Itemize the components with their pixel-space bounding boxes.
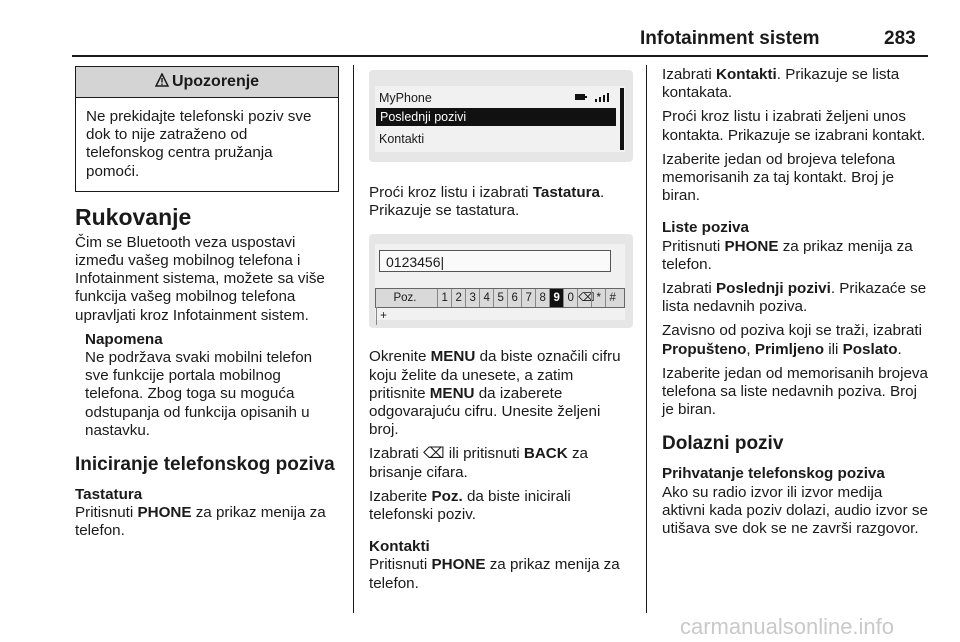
middle-paragraph-1: Proći kroz listu i izabrati Tastatura. Prikazuje se tastatura. <box>369 184 605 220</box>
keypad-key[interactable]: * <box>591 289 605 307</box>
battery-signal-icon <box>575 92 611 102</box>
note-title: Napomena <box>85 330 163 348</box>
keypad-key[interactable]: 0 <box>563 289 577 307</box>
liste-poziva-paragraph: Pritisnuti PHONE za prikaz menija za telefon. <box>662 237 913 273</box>
watermark: carmanualsonline.info <box>680 614 895 639</box>
keypad-key[interactable]: 9 <box>549 289 563 307</box>
middle-paragraph-4: Izaberite Poz. da biste inicirali telefonski poziv. <box>369 487 571 524</box>
menu-item-selected[interactable]: Poslednji pozivi <box>376 108 616 126</box>
section-title-rukovanje: Rukovanje <box>75 203 192 230</box>
warning-header <box>76 67 338 98</box>
intro-paragraph: Čim se Bluetooth veza uspostavi između vašeg mobilnog telefona i Infotainment sistema, možete sa više funkcija vašeg mobilnog telefona upravljati kroz Infotainment sistem. <box>75 233 325 324</box>
right-column <box>662 66 928 544</box>
running-header-title: Infotainment sistem <box>640 28 820 49</box>
keypad-key[interactable]: ⌫ <box>577 289 591 307</box>
keypad-key[interactable]: 1 <box>437 289 451 307</box>
keypad-key[interactable]: # <box>605 289 619 307</box>
right-paragraph-6: Zavisno od poziva koji se traži, izabrati Propušteno, Primljeno ili Poslato. <box>662 322 922 358</box>
keypad-key[interactable]: 3 <box>465 289 479 307</box>
warning-box <box>75 66 339 192</box>
keypad-screenshot <box>369 234 633 328</box>
right-paragraph-7: Izaberite jedan od memorisanih brojeva telefona sa liste nedavnih poziva. Broj je biran. <box>662 364 928 419</box>
subsection-title-iniciranje: Iniciranje telefonskog poziva <box>75 454 335 476</box>
backspace-icon: ⌫ <box>423 445 445 463</box>
note-block <box>75 331 339 440</box>
keypad-row <box>375 288 625 323</box>
left-column <box>75 66 339 547</box>
phone-menu-screenshot <box>369 70 633 162</box>
warning-text: Ne prekidajte telefonski poziv sve dok to nije zatraženo od telefonskog centra pružanja pomoći. <box>86 108 312 180</box>
call-key[interactable]: Poz. <box>393 292 417 305</box>
keypad-key[interactable]: + <box>376 307 390 325</box>
warning-icon <box>155 73 169 87</box>
page-number: 283 <box>884 28 916 49</box>
middle-paragraph-3: Izabrati ⌫ ili pritisnuti BACK za brisanje cifara. <box>369 445 588 481</box>
right-paragraph-5: Izabrati Poslednji pozivi. Prikazaće se lista nedavnih poziva. <box>662 280 927 316</box>
right-paragraph-3: Izaberite jedan od brojeva telefona memorisanih za taj kontakt. Broj je biran. <box>662 150 896 205</box>
keypad-key[interactable]: 7 <box>521 289 535 307</box>
prihvatanje-heading: Prihvatanje telefonskog poziva <box>662 465 885 483</box>
middle-column <box>369 70 633 599</box>
keypad-key[interactable]: 6 <box>507 289 521 307</box>
right-paragraph-2: Proći kroz listu i izabrati željeni unos kontakta. Prikazuje se izabrani kontakt. <box>662 108 926 144</box>
prihvatanje-paragraph: Ako su radio izvor ili izvor medija aktivni kada poziv dolazi, audio izvor se utišava sve dok se ne završi razgovor. <box>662 483 928 538</box>
section-title-dolazni-poziv: Dolazni poziv <box>662 433 784 455</box>
phone-menu-display <box>375 86 625 152</box>
warning-title: Upozorenje <box>171 73 260 90</box>
header-rule <box>72 55 928 57</box>
kontakti-heading: Kontakti <box>369 538 430 556</box>
keypad-key[interactable]: 4 <box>479 289 493 307</box>
number-entry-field[interactable]: 0123456| <box>379 250 611 272</box>
keypad-key[interactable]: 8 <box>535 289 549 307</box>
right-paragraph-1: Izabrati Kontakti. Prikazuje se lista kontakata. <box>662 66 900 102</box>
menu-item[interactable]: Kontakti <box>379 132 425 146</box>
tastatura-paragraph: Pritisnuti PHONE za prikaz menija za telefon. <box>75 504 326 540</box>
note-text: Ne podržava svaki mobilni telefon sve funkcije portala mobilnog telefona. Zbog toga su moguća odstupanja od funkcija opisanih u nastavku. <box>85 349 313 439</box>
keypad-key[interactable]: 2 <box>451 289 465 307</box>
middle-paragraph-2: Okrenite MENU da biste označili cifru koju želite da unesete, a zatim pritisnite MENU da izaberete odgovarajuću cifru. Unesite željeni broj. <box>369 348 621 439</box>
scrollbar <box>620 88 624 150</box>
tastatura-heading: Tastatura <box>75 486 143 504</box>
phone-name: MyPhone <box>379 91 432 105</box>
liste-poziva-heading: Liste poziva <box>662 219 749 237</box>
kontakti-paragraph: Pritisnuti PHONE za prikaz menija za telefon. <box>369 556 620 592</box>
column-divider-left <box>353 65 354 613</box>
keypad-display <box>375 244 625 323</box>
keypad-key[interactable]: 5 <box>493 289 507 307</box>
column-divider-right <box>646 65 647 613</box>
entered-number: 0123456 <box>386 254 441 271</box>
